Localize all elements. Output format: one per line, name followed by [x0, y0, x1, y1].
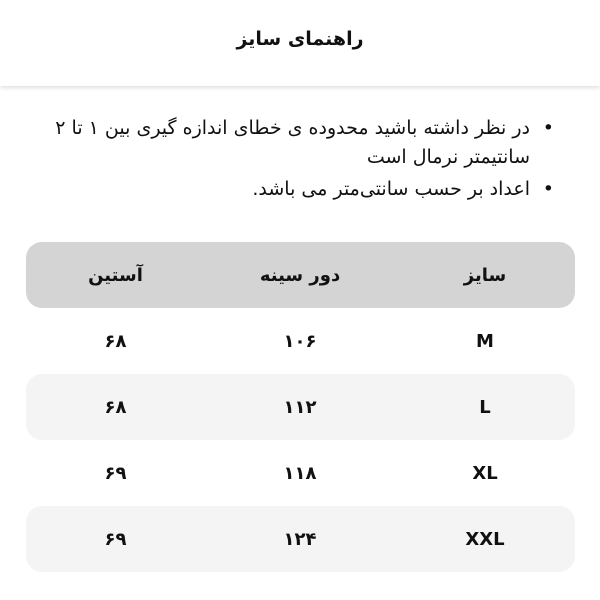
column-header-sleeve: آستین [88, 264, 143, 286]
cell-sleeve: ۶۹ [104, 528, 127, 550]
header-bar [0, 0, 600, 86]
note-text: اعداد بر حسب سانتی‌متر می باشد. [252, 178, 530, 200]
cell-chest: ۱۱۲ [283, 396, 317, 418]
column-header-size: سایز [463, 264, 507, 286]
cell-sleeve: ۶۹ [104, 462, 127, 484]
cell-size: L [479, 396, 491, 418]
bullet-icon: • [542, 178, 554, 200]
cell-size: XXL [465, 528, 505, 550]
cell-sleeve: ۶۸ [104, 396, 127, 418]
table-row [26, 440, 575, 506]
size-table [26, 242, 575, 572]
table-row [26, 374, 575, 440]
cell-chest: ۱۰۶ [283, 330, 317, 352]
cell-sleeve: ۶۸ [104, 330, 127, 352]
column-header-chest: دور سینه [259, 264, 341, 286]
note-text: در نظر داشته باشید محدوده ی خطای اندازه گیری بین ۱ تا ۲ سانتیمتر نرمال است [55, 117, 530, 168]
table-row [26, 506, 575, 572]
cell-size: M [476, 330, 494, 352]
cell-size: XL [472, 462, 498, 484]
cell-chest: ۱۱۸ [283, 462, 317, 484]
table-row [26, 308, 575, 374]
note-item [34, 175, 554, 204]
page-title: راهنمای سایز [236, 28, 364, 50]
table-header-row [26, 242, 575, 308]
note-item [34, 114, 554, 172]
cell-chest: ۱۲۴ [283, 528, 317, 550]
notes-list [34, 114, 554, 207]
bullet-icon: • [542, 117, 554, 139]
